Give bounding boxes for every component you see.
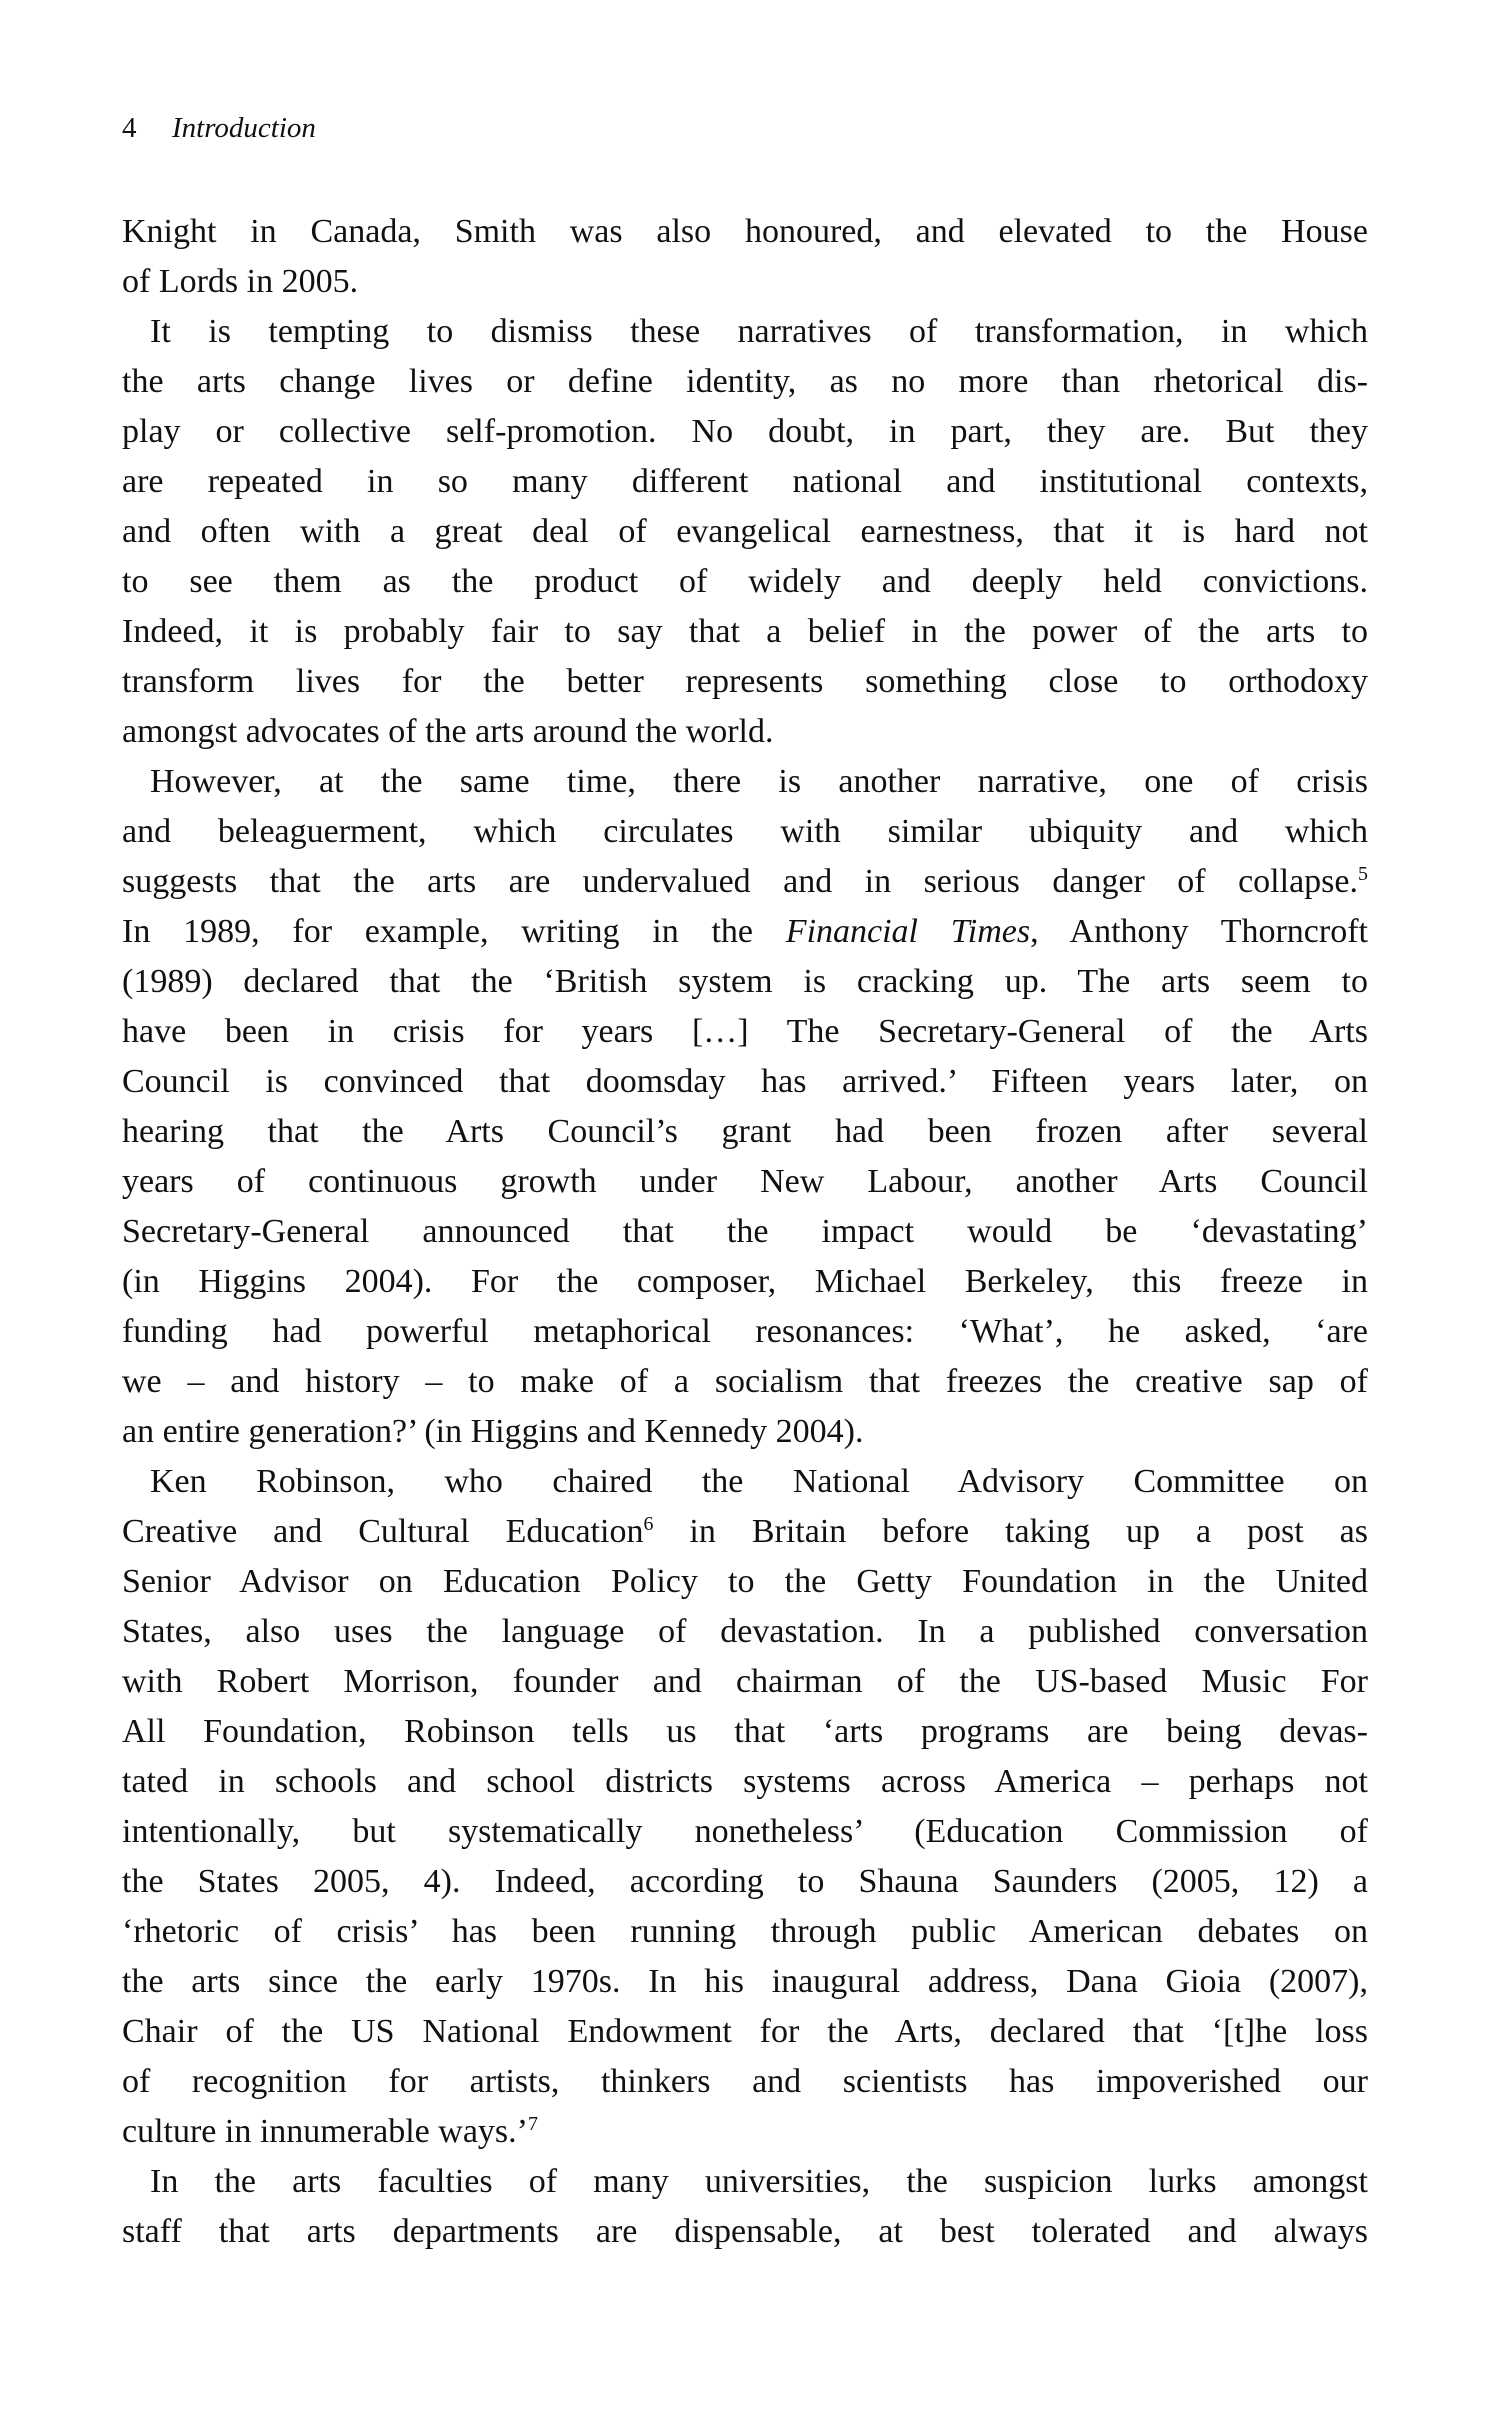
text-segment: funding had powerful metaphorical resonances: ‘What’, he asked, ‘are [122, 1313, 1368, 1350]
paragraph [122, 1460, 1368, 2160]
text-line [122, 460, 1368, 510]
text-segment: years of continuous growth under New Labour, another Arts Council [122, 1163, 1368, 1200]
text-line [122, 410, 1368, 460]
text-segment: have been in crisis for years […] The Secretary-General of the Arts [122, 1013, 1368, 1050]
text-line [122, 860, 1368, 910]
text-segment: suggests that the arts are undervalued and in serious danger of collapse. [122, 863, 1358, 900]
text-segment: In the arts faculties of many universities, the suspicion lurks amongst [150, 2163, 1368, 2200]
text-line [122, 1860, 1368, 1910]
text-line [122, 1260, 1368, 1310]
chapter-title: Introduction [172, 112, 316, 144]
text-line [122, 1210, 1368, 1260]
paragraph [122, 760, 1368, 1460]
footnote-marker: 7 [527, 2113, 538, 2135]
text-line [122, 2010, 1368, 2060]
text-line [122, 310, 1368, 360]
text-line [122, 1460, 1368, 1510]
text-line [122, 1810, 1368, 1860]
text-segment: of recognition for artists, thinkers and scientists has impoverished our [122, 2063, 1368, 2100]
text-segment: hearing that the Arts Council’s grant had been frozen after several [122, 1113, 1368, 1150]
paragraph [122, 310, 1368, 760]
text-segment: to see them as the product of widely and deeply held convictions. [122, 563, 1368, 600]
paragraph [122, 210, 1368, 310]
text-segment: are repeated in so many different national and institutional contexts, [122, 463, 1368, 500]
text-segment: However, at the same time, there is another narrative, one of crisis [150, 763, 1368, 800]
text-line [122, 610, 1368, 660]
text-line [122, 360, 1368, 410]
text-segment: in Britain before taking up a post as [653, 1513, 1369, 1550]
text-segment: , Anthony Thorncroft [1030, 913, 1368, 950]
text-line [122, 2110, 1368, 2160]
text-segment: and beleaguerment, which circulates with similar ubiquity and which [122, 813, 1368, 850]
text-line [122, 1510, 1368, 1560]
paragraph [122, 2160, 1368, 2260]
text-line [122, 1060, 1368, 1110]
text-segment: Ken Robinson, who chaired the National Advisory Committee on [150, 1463, 1368, 1500]
text-segment: Indeed, it is probably fair to say that a belief in the power of the arts to [122, 613, 1368, 650]
text-line [122, 1160, 1368, 1210]
text-segment: amongst advocates of the arts around the world. [122, 713, 774, 750]
text-line [122, 1610, 1368, 1660]
text-line [122, 1110, 1368, 1160]
text-segment: of Lords in 2005. [122, 263, 359, 300]
text-segment: staff that arts departments are dispensable, at best tolerated and always [122, 2213, 1368, 2250]
text-segment: an entire generation?’ (in Higgins and Kennedy 2004). [122, 1413, 864, 1450]
text-line [122, 960, 1368, 1010]
text-line [122, 760, 1368, 810]
text-segment: In 1989, for example, writing in the [122, 913, 786, 950]
text-segment: culture in innumerable ways.’ [122, 2113, 528, 2150]
text-line [122, 910, 1368, 960]
italic-title: Financial Times [785, 913, 1031, 950]
text-segment: the arts change lives or define identity, as no more than rhetorical dis- [122, 363, 1368, 400]
text-line [122, 810, 1368, 860]
text-segment: Secretary-General announced that the impact would be ‘devastating’ [122, 1213, 1368, 1250]
text-segment: play or collective self-promotion. No doubt, in part, they are. But they [122, 413, 1368, 450]
text-segment: intentionally, but systematically nonetheless’ (Education Commission of [122, 1813, 1368, 1850]
text-line [122, 1410, 1368, 1460]
text-line [122, 660, 1368, 710]
text-segment: tated in schools and school districts systems across America – perhaps not [122, 1763, 1368, 1800]
page-number: 4 [122, 112, 137, 144]
text-segment: It is tempting to dismiss these narratives of transformation, in which [150, 313, 1368, 350]
body-text [122, 210, 1368, 2260]
text-segment: the States 2005, 4). Indeed, according to Shauna Saunders (2005, 12) a [122, 1863, 1368, 1900]
text-line [122, 1960, 1368, 2010]
text-segment: transform lives for the better represents something close to orthodoxy [122, 663, 1368, 700]
text-line [122, 1360, 1368, 1410]
text-line [122, 710, 1368, 760]
text-segment: (1989) declared that the ‘British system is cracking up. The arts seem to [122, 963, 1368, 1000]
text-segment: Chair of the US National Endowment for the Arts, declared that ‘[t]he loss [122, 2013, 1368, 2050]
text-segment: Council is convinced that doomsday has arrived.’ Fifteen years later, on [122, 1063, 1368, 1100]
text-line [122, 1660, 1368, 1710]
text-line [122, 260, 1368, 310]
text-line [122, 2160, 1368, 2210]
text-line [122, 1760, 1368, 1810]
text-segment: and often with a great deal of evangelical earnestness, that it is hard not [122, 513, 1368, 550]
text-segment: the arts since the early 1970s. In his inaugural address, Dana Gioia (2007), [122, 1963, 1368, 2000]
text-segment: with Robert Morrison, founder and chairman of the US-based Music For [122, 1663, 1368, 1700]
text-line [122, 1010, 1368, 1060]
text-line [122, 2210, 1368, 2260]
text-line [122, 1560, 1368, 1610]
text-segment: States, also uses the language of devastation. In a published conversation [122, 1613, 1368, 1650]
text-line [122, 1710, 1368, 1760]
text-segment: Senior Advisor on Education Policy to the Getty Foundation in the United [122, 1563, 1368, 1600]
running-head [122, 110, 316, 146]
text-line [122, 2060, 1368, 2110]
text-segment: (in Higgins 2004). For the composer, Michael Berkeley, this freeze in [122, 1263, 1368, 1300]
footnote-marker: 6 [643, 1513, 654, 1535]
text-line [122, 510, 1368, 560]
text-segment: All Foundation, Robinson tells us that ‘arts programs are being devas- [122, 1713, 1368, 1750]
text-segment: ‘rhetoric of crisis’ has been running through public American debates on [122, 1913, 1368, 1950]
text-segment: we – and history – to make of a socialism that freezes the creative sap of [122, 1363, 1368, 1400]
footnote-marker: 5 [1358, 863, 1368, 885]
text-segment: Knight in Canada, Smith was also honoured, and elevated to the House [122, 213, 1368, 250]
text-segment: Creative and Cultural Education [122, 1513, 644, 1550]
text-line [122, 560, 1368, 610]
text-line [122, 1910, 1368, 1960]
text-line [122, 1310, 1368, 1360]
text-line [122, 210, 1368, 260]
